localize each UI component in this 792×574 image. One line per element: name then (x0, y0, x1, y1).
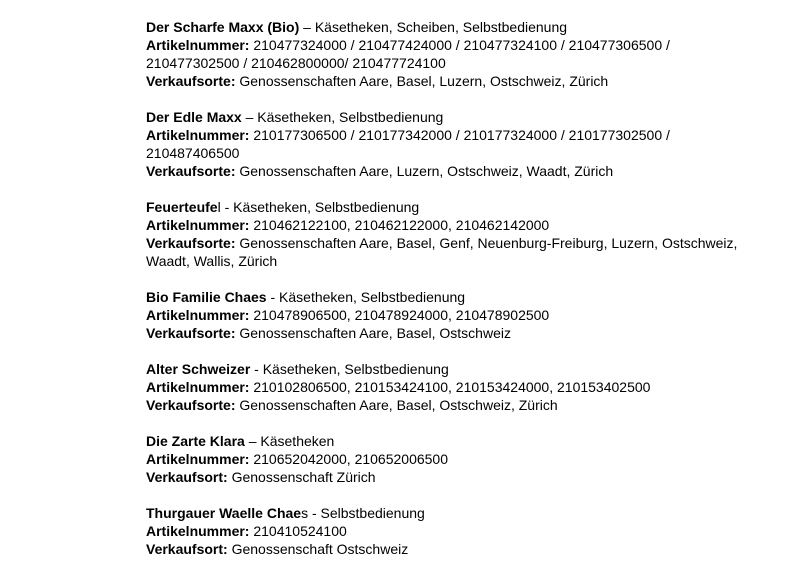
product-title-line (146, 108, 756, 126)
product-title-line (146, 18, 756, 36)
article-label: Artikelnummer: (146, 127, 250, 143)
product-title-line (146, 198, 756, 216)
product-subtitle: – Käsetheken (244, 433, 335, 449)
product-subtitle: – Käsetheken, Scheiben, Selbstbedienung (299, 19, 568, 35)
article-numbers: 210177306500 / 210177342000 / 210177324000 / 210177302500 / 210487406500 (146, 127, 670, 161)
product-title-line (146, 360, 756, 378)
sales-label: Verkaufsorte: (146, 397, 236, 413)
sales-label: Verkaufsort: (146, 469, 228, 485)
sales-line (146, 324, 756, 342)
sales-label: Verkaufsorte: (146, 73, 236, 89)
product-entry (146, 432, 756, 486)
article-number-line (146, 378, 756, 396)
sales-locations: Genossenschaft Zürich (231, 469, 376, 485)
article-label: Artikelnummer: (146, 379, 250, 395)
product-subtitle: - Käsetheken, Selbstbedienung (250, 361, 449, 377)
sales-locations: Genossenschaft Ostschweiz (231, 541, 409, 557)
product-entry (146, 198, 756, 270)
article-label: Artikelnummer: (146, 523, 250, 539)
product-subtitle: - Käsetheken, Selbstbedienung (266, 289, 466, 305)
article-numbers: 210652042000, 210652006500 (253, 451, 449, 467)
article-numbers: 210477324000 / 210477424000 / 210477324100 / 210477306500 / 210477302500 / 210462800000/ 210477724100 (146, 37, 670, 71)
product-title-line (146, 504, 756, 522)
article-label: Artikelnummer: (146, 451, 250, 467)
article-number-line (146, 522, 756, 540)
product-name: Feuerteufe (146, 199, 218, 215)
sales-line (146, 72, 756, 90)
sales-label: Verkaufsorte: (146, 325, 236, 341)
product-subtitle: - Selbstbedienung (308, 505, 425, 521)
sales-label: Verkaufsorte: (146, 163, 236, 179)
product-name: Thurgauer Waelle Chae (146, 505, 302, 521)
article-numbers: 210410524100 (253, 523, 347, 539)
sales-locations: Genossenschaften Aare, Basel, Ostschweiz (239, 325, 511, 341)
article-numbers: 210102806500, 210153424100, 210153424000, 210153402500 (253, 379, 651, 395)
article-number-line (146, 216, 756, 234)
product-name-suffix: l (217, 199, 221, 215)
article-numbers: 210478906500, 210478924000, 210478902500 (253, 307, 550, 323)
sales-locations: Genossenschaften Aare, Basel, Genf, Neuenburg-Freiburg, Luzern, Ostschweiz, Waadt, Wallis, Zürich (146, 235, 738, 269)
sales-locations: Genossenschaften Aare, Luzern, Ostschweiz, Waadt, Zürich (239, 163, 614, 179)
product-entry (146, 360, 756, 414)
article-numbers: 210462122100, 210462122000, 210462142000 (253, 217, 550, 233)
product-name-suffix: s (301, 505, 309, 521)
sales-locations: Genossenschaften Aare, Basel, Luzern, Ostschweiz, Zürich (239, 73, 609, 89)
product-entry (146, 504, 756, 558)
sales-line (146, 396, 756, 414)
product-entry (146, 108, 756, 180)
article-number-line (146, 126, 756, 162)
product-title-line (146, 432, 756, 450)
article-label: Artikelnummer: (146, 217, 250, 233)
sales-line (146, 468, 756, 486)
product-name: Die Zarte Klara (146, 433, 245, 449)
article-number-line (146, 450, 756, 468)
sales-label: Verkaufsort: (146, 541, 228, 557)
sales-locations: Genossenschaften Aare, Basel, Ostschweiz, Zürich (239, 397, 558, 413)
product-subtitle: – Käsetheken, Selbstbedienung (241, 109, 444, 125)
sales-line (146, 540, 756, 558)
product-entry (146, 288, 756, 342)
product-entry (146, 18, 756, 90)
product-subtitle: - Käsetheken, Selbstbedienung (220, 199, 420, 215)
article-label: Artikelnummer: (146, 307, 250, 323)
article-number-line (146, 36, 756, 72)
article-number-line (146, 306, 756, 324)
product-name: Alter Schweizer (146, 361, 251, 377)
sales-line (146, 162, 756, 180)
sales-label: Verkaufsorte: (146, 235, 236, 251)
product-name: Der Edle Maxx (146, 109, 242, 125)
product-name: Bio Familie Chaes (146, 289, 267, 305)
article-label: Artikelnummer: (146, 37, 250, 53)
product-name: Der Scharfe Maxx (Bio) (146, 19, 300, 35)
product-title-line (146, 288, 756, 306)
sales-line (146, 234, 756, 270)
